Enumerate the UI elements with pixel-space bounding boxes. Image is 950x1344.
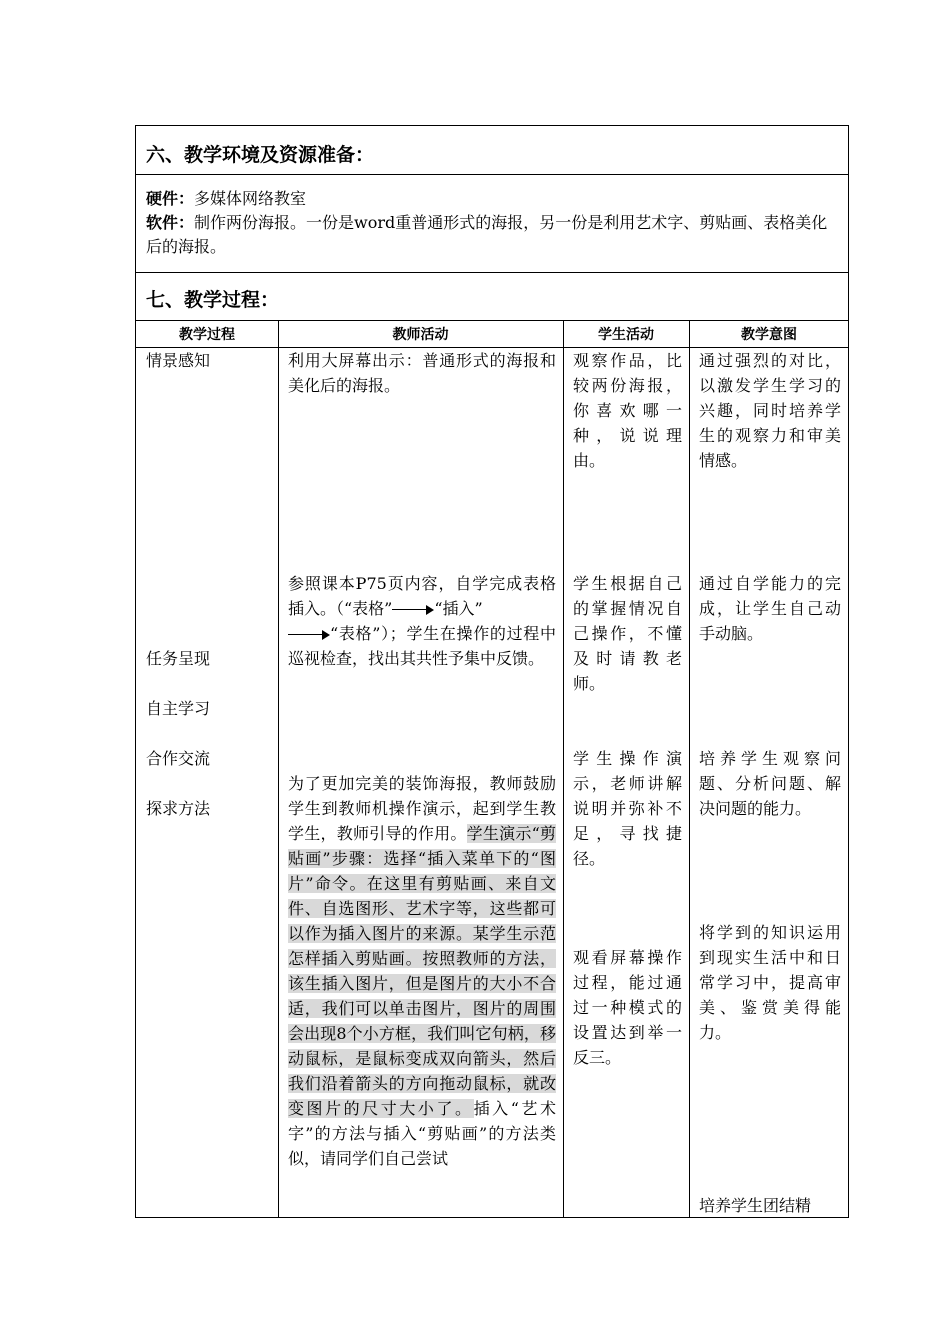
teacher-activity-3c: 插入“艺术字”的方法与插入“剪贴画”的方法类似，请同学们自己尝试 [288, 1099, 556, 1168]
section6-title: 六、教学环境及资源准备： [146, 144, 375, 166]
column-divider [563, 320, 564, 1218]
hardware-line [146, 187, 840, 211]
teacher-activity-3a: 为了更加完美的装饰海报，教师鼓励学生到教师机操作演示，起到学生教学生，教师引导的作用。 [288, 774, 556, 843]
section7-title: 七、教学过程： [146, 289, 280, 311]
stage-label: 任务呈现 [146, 649, 211, 668]
stage-label: 合作交流 [146, 749, 211, 768]
software-label: 软件： [146, 213, 195, 232]
divider [136, 272, 848, 273]
column-divider [278, 320, 279, 1218]
column-divider [689, 320, 690, 1218]
teacher-activity-2a: 参照课本P75页内容，自学完成表格插入。（“表格” [288, 574, 556, 618]
hardware-text: 多媒体网络教室 [194, 189, 307, 208]
header-teacher: 教师活动 [392, 327, 449, 343]
stage-label: 探求方法 [146, 799, 211, 818]
divider [136, 320, 848, 321]
resources-paragraph [146, 187, 840, 259]
student-activity-2: 学生根据自己的掌握情况自己操作，不懂及时请教老师。 [573, 574, 682, 693]
stage-label: 自主学习 [146, 699, 211, 718]
header-stage: 教学过程 [179, 327, 235, 343]
student-activity-3: 学生操作演示，老师讲解说明并弥补不足，寻找捷径。 [573, 749, 682, 868]
software-line [146, 211, 840, 259]
divider [136, 174, 848, 175]
lesson-plan-table [135, 125, 849, 1218]
teacher-activity-2 [288, 571, 556, 671]
header-intent: 教学意图 [741, 327, 797, 343]
teacher-activity-3 [288, 771, 556, 1217]
intent-1: 通过强烈的对比，以激发学生学习的兴趣，同时培养学生的观察力和审美情感。 [699, 351, 841, 470]
intent-2: 通过自学能力的完成，让学生自己动手动脑。 [699, 574, 841, 643]
teacher-activity-1: 利用大屏幕出示：普通形式的海报和美化后的海报。 [288, 351, 556, 395]
intent-4: 将学到的知识运用到现实生活中和日常学习中，提高审美、鉴赏美得能力。 [699, 923, 841, 1042]
right-arrow-icon [392, 605, 434, 615]
header-student: 学生活动 [598, 327, 654, 343]
right-arrow-icon [288, 630, 330, 640]
software-text: 制作两份海报。一份是word重普通形式的海报，另一份是利用艺术字、剪贴画、表格美化后的海报。 [146, 213, 828, 256]
intent-5: 培养学生团结精 [699, 1196, 812, 1215]
student-activity-4: 观看屏幕操作过程，能过通过一种模式的设置达到举一反三。 [573, 948, 682, 1067]
teacher-activity-2b: “插入” [434, 599, 483, 618]
hardware-label: 硬件： [146, 189, 195, 208]
teacher-activity-3b-highlight: 学生演示“剪贴画”步骤：选择“插入菜单下的“图片”命令。在这里有剪贴画、来自文件、自选图形、艺术字等，这些都可以作为插入图片的来源。某学生示范怎样插入剪贴画。按照教师的方法，该生插入图片，但是图片的大小不合适，我们可以单击图片，图片的周围会出现8个小方框，我们叫它句柄，移动鼠标，是鼠标变成双向箭头，然后我们沿着箭头的方向拖动鼠标，就改变图片的尺寸大小了。 [288, 824, 556, 1118]
teacher-activity-2c: “表格”）；学生在操作的过程中巡视检查，找出其共性予集中反馈。 [288, 624, 556, 668]
intent-3: 培养学生观察问题、分析问题、解决问题的能力。 [699, 749, 841, 818]
stage-label: 情景感知 [146, 351, 211, 370]
student-activity-1: 观察作品，比较两份海报，你喜欢哪一种，说说理由。 [573, 351, 682, 470]
